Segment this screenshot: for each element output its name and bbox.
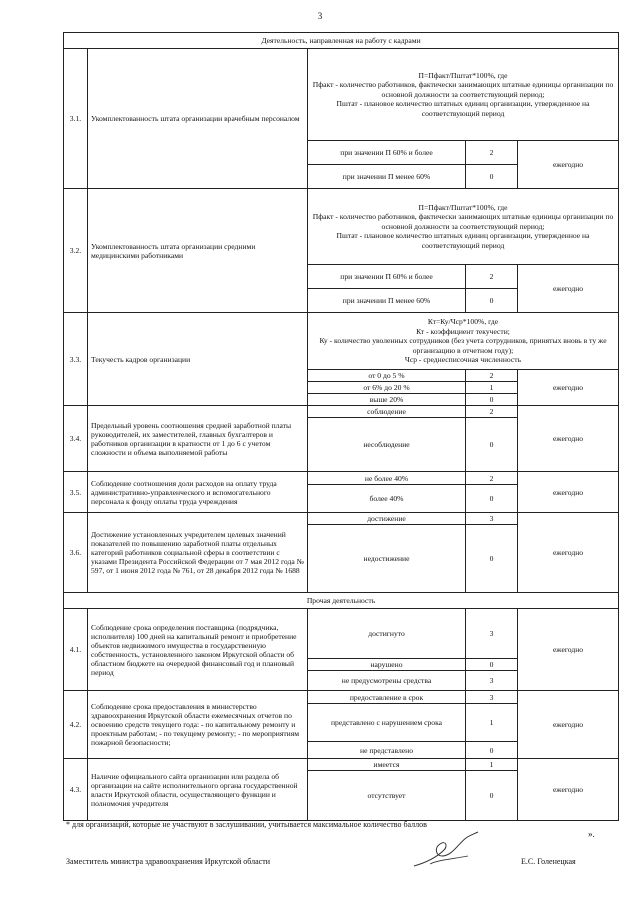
row-number: 3.1.	[64, 49, 88, 189]
condition: достигнуто	[308, 609, 466, 659]
row-number: 3.3.	[64, 313, 88, 406]
condition: при значении П 60% и более	[308, 265, 466, 289]
score: 1	[466, 704, 518, 742]
score: 0	[466, 165, 518, 189]
condition: имеется	[308, 759, 466, 771]
score: 3	[466, 691, 518, 704]
formula: П=Пфакт/Пштат*100%, где Пфакт - количество работников, фактически занимающих штатные единицы организации по основной должности за соответствующий период; Пштат - плановое количество штатных единиц организации, утвержденное на соответствующий период	[308, 189, 619, 265]
row-number: 4.2.	[64, 691, 88, 759]
condition: при значении П менее 60%	[308, 165, 466, 189]
condition: недостижение	[308, 525, 466, 593]
condition: более 40%	[308, 485, 466, 513]
score: 3	[466, 609, 518, 659]
condition: несоблюдение	[308, 418, 466, 472]
condition: не представлено	[308, 742, 466, 759]
period: ежегодно	[518, 609, 619, 691]
signer-name: Е.С. Голенецкая	[521, 857, 576, 866]
row-number: 3.4.	[64, 406, 88, 472]
condition: достижение	[308, 513, 466, 525]
score: 2	[466, 406, 518, 418]
closing-quote: ».	[588, 829, 595, 839]
score: 2	[466, 141, 518, 165]
score: 2	[466, 370, 518, 382]
score: 1	[466, 759, 518, 771]
criteria-table	[63, 32, 619, 821]
criterion-name: Соблюдение соотношения доли расходов на оплату труда административно-управленческого и вспомогательного персонала к фонду оплаты труда учреждения	[88, 472, 308, 513]
score: 0	[466, 289, 518, 313]
section-header-personnel: Деятельность, направленная на работу с кадрами	[64, 33, 619, 49]
formula: Кт=Ку/Чср*100%, где Кт - коэффициент текучести; Ку - количество уволенных сотрудников (без учета сотрудников, принятых вновь в ту же организацию в отчетном году); Чср - среднесписочная численность	[308, 313, 619, 370]
footnote: * для организаций, которые не участвуют в заслушивании, учитывается максимальное количество баллов	[66, 820, 427, 829]
condition: не более 40%	[308, 472, 466, 485]
condition: нарушено	[308, 659, 466, 671]
score: 0	[466, 742, 518, 759]
handwritten-signature	[408, 826, 498, 874]
criterion-name: Укомплектованность штата организации средними медицинскими работниками	[88, 189, 308, 313]
score: 3	[466, 513, 518, 525]
score: 0	[466, 525, 518, 593]
criterion-name: Текучесть кадров организации	[88, 313, 308, 406]
page-number: 3	[317, 11, 323, 21]
period: ежегодно	[518, 265, 619, 313]
score: 0	[466, 659, 518, 671]
signer-title: Заместитель министра здравоохранения Иркутской области	[66, 857, 270, 866]
condition: соблюдение	[308, 406, 466, 418]
score: 2	[466, 265, 518, 289]
score: 0	[466, 394, 518, 406]
row-number: 4.1.	[64, 609, 88, 691]
criterion-name: Наличие официального сайта организации или раздела об организации на сайте исполнительного органа государственной власти Иркутской области, осуществляющего функции и полномочия учредителя	[88, 759, 308, 821]
score: 0	[466, 485, 518, 513]
condition: при значении П 60% и более	[308, 141, 466, 165]
condition: не предусмотрены средства	[308, 671, 466, 691]
formula: П=Пфакт/Пштат*100%, где Пфакт - количество работников, фактически занимающих штатные единицы организации по основной должности за соответствующий период; Пштат - плановое количество штатных единиц организации, утвержденное на соответствующий период	[308, 49, 619, 141]
period: ежегодно	[518, 141, 619, 189]
period: ежегодно	[518, 406, 619, 472]
condition: при значении П менее 60%	[308, 289, 466, 313]
score: 1	[466, 382, 518, 394]
row-number: 3.2.	[64, 189, 88, 313]
period: ежегодно	[518, 472, 619, 513]
score: 0	[466, 418, 518, 472]
row-number: 3.6.	[64, 513, 88, 593]
condition: выше 20%	[308, 394, 466, 406]
condition: представлено с нарушением срока	[308, 704, 466, 742]
criterion-name: Соблюдение срока определения поставщика (подрядчика, исполнителя) 100 дней на капитальный ремонт и приобретение объектов недвижимого имущества в государственную собственность, установленного законом Иркутской области об областном бюджете на очередной финансовый год и плановый период	[88, 609, 308, 691]
score: 0	[466, 771, 518, 821]
section-header-other: Прочая деятельность	[64, 593, 619, 609]
period: ежегодно	[518, 513, 619, 593]
score: 2	[466, 472, 518, 485]
period: ежегодно	[518, 691, 619, 759]
criterion-name: Предельный уровень соотношения средней заработной платы руководителей, их заместителей, главных бухгалтеров и работников организации в кратности от 1 до 6 с учетом сложности и объема выполняемой работы	[88, 406, 308, 472]
condition: от 6% до 20 %	[308, 382, 466, 394]
period: ежегодно	[518, 370, 619, 406]
score: 3	[466, 671, 518, 691]
row-number: 4.3.	[64, 759, 88, 821]
criterion-name: Укомплектованность штата организации врачебным персоналом	[88, 49, 308, 189]
criterion-name: Достижение установленных учредителем целевых значений показателей по повышению заработной платы отдельных категорий работников социальной сферы в соответствии с указами Президента Российской Федерации от 7 мая 2012 года № 597, от 1 июня 2012 года № 761, от 28 декабря 2012 года № 1688	[88, 513, 308, 593]
condition: от 0 до 5 %	[308, 370, 466, 382]
condition: отсутствует	[308, 771, 466, 821]
row-number: 3.5.	[64, 472, 88, 513]
criterion-name: Соблюдение срока предоставления в министерство здравоохранения Иркутской области ежемесячных отчетов по освоению средств текущего года: - по капитальному ремонту и проектным работам; - по текущему ремонту; - по мероприятиям пожарной безопасности;	[88, 691, 308, 759]
condition: предоставление в срок	[308, 691, 466, 704]
period: ежегодно	[518, 759, 619, 821]
